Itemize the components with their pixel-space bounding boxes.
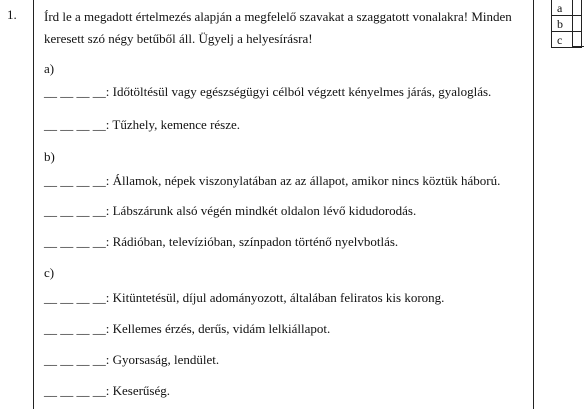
section-label-c: c) bbox=[44, 265, 55, 280]
left-column-divider bbox=[33, 0, 34, 409]
grading-row-label: b bbox=[552, 16, 582, 32]
answer-blank[interactable]: __ __ __ __ bbox=[44, 203, 106, 218]
grading-row-label: a bbox=[552, 0, 582, 16]
definition-text: : Lábszárunk alsó végén mindkét oldalon lévő kidudorodás. bbox=[105, 203, 417, 218]
definition-text: : Gyorsaság, lendület. bbox=[105, 352, 220, 367]
definition-text: : Időtöltésül vagy egészségügyi célból végzett kényelmes járás, gyaloglás. bbox=[105, 84, 492, 99]
answer-blank[interactable]: __ __ __ __ bbox=[44, 234, 106, 249]
definition-text: : Rádióban, televízióban, színpadon történő nyelvbotlás. bbox=[105, 234, 399, 249]
instructions-line-1: Írd le a megadott értelmezés alapján a megfelelő szavakat a szaggatott vonalakra! Minden bbox=[44, 9, 512, 24]
answer-blank[interactable]: __ __ __ __ bbox=[44, 117, 106, 132]
word-item bbox=[44, 173, 500, 189]
word-item bbox=[44, 117, 240, 133]
task-number: 1. bbox=[7, 7, 17, 22]
answer-blank[interactable]: __ __ __ __ bbox=[44, 321, 106, 336]
word-item bbox=[44, 290, 444, 306]
word-item bbox=[44, 352, 219, 368]
answer-blank[interactable]: __ __ __ __ bbox=[44, 84, 106, 99]
definition-text: : Tűzhely, kemence része. bbox=[105, 117, 241, 132]
section-label-a: a) bbox=[44, 61, 55, 76]
answer-blank[interactable]: __ __ __ __ bbox=[44, 352, 106, 367]
score-cell-border bbox=[572, 0, 584, 47]
word-item bbox=[44, 321, 330, 337]
definition-text: : Kellemes érzés, derűs, vidám lelkiállapot. bbox=[105, 321, 331, 336]
word-item bbox=[44, 383, 170, 399]
definition-text: : Keserűség. bbox=[105, 383, 171, 398]
answer-blank[interactable]: __ __ __ __ bbox=[44, 290, 106, 305]
definition-text: : Államok, népek viszonylatában az az állapot, amikor nincs köztük háború. bbox=[105, 173, 501, 188]
task-instructions bbox=[44, 6, 534, 50]
grading-row-label: c bbox=[552, 32, 582, 48]
right-column-divider bbox=[533, 0, 534, 409]
word-item bbox=[44, 84, 491, 100]
answer-blank[interactable]: __ __ __ __ bbox=[44, 383, 106, 398]
instructions-line-2: keresett szó négy betűből áll. Ügyelj a helyesírásra! bbox=[44, 31, 313, 46]
word-item bbox=[44, 234, 398, 250]
definition-text: : Kitüntetésül, díjul adományozott, általában feliratos kis korong. bbox=[105, 290, 445, 305]
section-label-b: b) bbox=[44, 149, 55, 164]
answer-blank[interactable]: __ __ __ __ bbox=[44, 173, 106, 188]
word-item bbox=[44, 203, 416, 219]
